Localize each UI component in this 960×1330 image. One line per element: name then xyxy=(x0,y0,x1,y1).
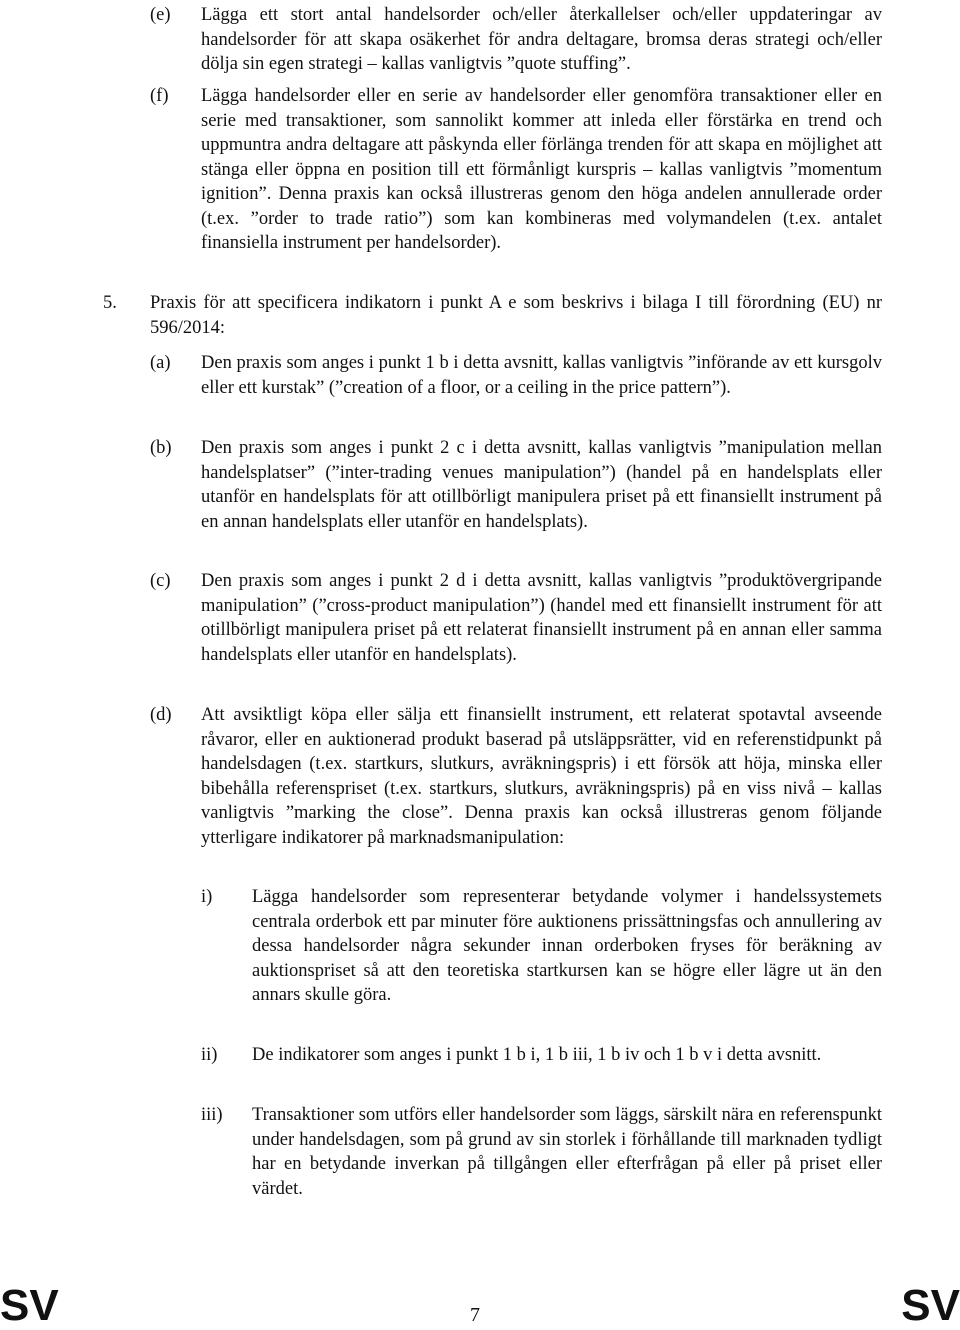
subitem-label-iii: iii) xyxy=(201,1105,223,1125)
item-label-d: (d) xyxy=(150,705,172,725)
item-label-a: (a) xyxy=(150,353,171,373)
item-text-c: Den praxis som anges i punkt 2 d i detta avsnitt, kallas vanligtvis ”produktövergripande manipulation” (”cross-product manipulation”) (handel med ett finansiellt instrument för att otillbörligt manipulera priset på ett relaterat finansiellt instrument på en annan eller samma handelsplats eller utanför en handelsplats). xyxy=(201,571,882,665)
item-label-f: (f) xyxy=(150,86,169,106)
page-number: 7 xyxy=(470,1304,480,1326)
subitem-text-iii: Transaktioner som utförs eller handelsorder som läggs, särskilt nära en referenspunkt under handelsdagen, som på grund av sin storlek i förhållande till marknaden tydligt har en betydande inverkan på tillgången eller efterfrågan på eller på priset eller värdet. xyxy=(252,1105,882,1199)
item-label-e: (e) xyxy=(150,5,171,25)
subitem-label-ii: ii) xyxy=(201,1045,218,1065)
item-text-e: Lägga ett stort antal handelsorder och/eller återkallelser och/eller uppdateringar av handelsorder för att skapa osäkerhet för andra deltagare, bromsa deras strategi och/eller dölja sin egen strategi – kallas vanligtvis ”quote stuffing”. xyxy=(201,5,882,74)
item-text-b: Den praxis som anges i punkt 2 c i detta avsnitt, kallas vanligtvis ”manipulation mellan handelsplatser” (”inter-trading venues manipulation”) (handel på en handelsplats eller utanför en handelsplats för att otillbörligt manipulera priset på ett finansiellt instrument på en annan handelsplats eller utanför en handelsplats). xyxy=(201,438,882,532)
item-label-c: (c) xyxy=(150,571,171,591)
item-text-d: Att avsiktligt köpa eller sälja ett finansiellt instrument, ett relaterat spotavtal avseende råvaror, eller en auktionerad produkt baserad på utsläppsrätter, vid en referenstidpunkt på handelsdagen (t.ex. startkurs, slutkurs, avräkningspris) i ett försök att höja, minska eller bibehålla referenspriset (t.ex. startkurs, slutkurs, avräkningspris) på en viss nivå – kallas vanligtvis ”marking the close”. Denna praxis kan också illustreras genom följande ytterligare indikatorer på marknadsmanipulation: xyxy=(201,705,882,848)
item-label-b: (b) xyxy=(150,438,172,458)
subitem-text-i: Lägga handelsorder som representerar betydande volymer i handelssystemets centrala orderbok ett par minuter före auktionens prissättningsfas och annullering av dessa handelsorder några sekunder innan orderboken fryses för beräkning av auktionspriset så att den teoretiska startkursen kan se högre eller lägre ut än den annars skulle göra. xyxy=(252,887,882,1005)
footer-language-left: SV xyxy=(0,1281,59,1330)
section-text-5: Praxis för att specificera indikatorn i punkt A e som beskrivs i bilaga I till förordning (EU) nr 596/2014: xyxy=(150,293,882,338)
subitem-label-i: i) xyxy=(201,887,213,907)
footer-language-right: SV xyxy=(901,1281,960,1330)
subitem-text-ii: De indikatorer som anges i punkt 1 b i, 1 b iii, 1 b iv och 1 b v i detta avsnitt. xyxy=(252,1045,822,1065)
section-number-5: 5. xyxy=(103,293,117,313)
item-text-f: Lägga handelsorder eller en serie av handelsorder eller genomföra transaktioner eller en serie med transaktioner, som sannolikt kommer att inleda eller förstärka en trend och uppmuntra andra deltagare att påskynda eller förlänga trenden för att skapa en möjlighet att stänga eller öppna en position till ett förmånligt kurspris – kallas vanligtvis ”momentum ignition”. Denna praxis kan också illustreras genom den höga andelen annullerade order (t.ex. ”order to trade ratio”) som kan kombineras med volymandelen (t.ex. antalet finansiella instrument per handelsorder). xyxy=(201,86,882,253)
item-text-a: Den praxis som anges i punkt 1 b i detta avsnitt, kallas vanligtvis ”införande av ett kursgolv eller ett kurstak” (”creation of a floor, or a ceiling in the price pattern”). xyxy=(201,353,882,398)
